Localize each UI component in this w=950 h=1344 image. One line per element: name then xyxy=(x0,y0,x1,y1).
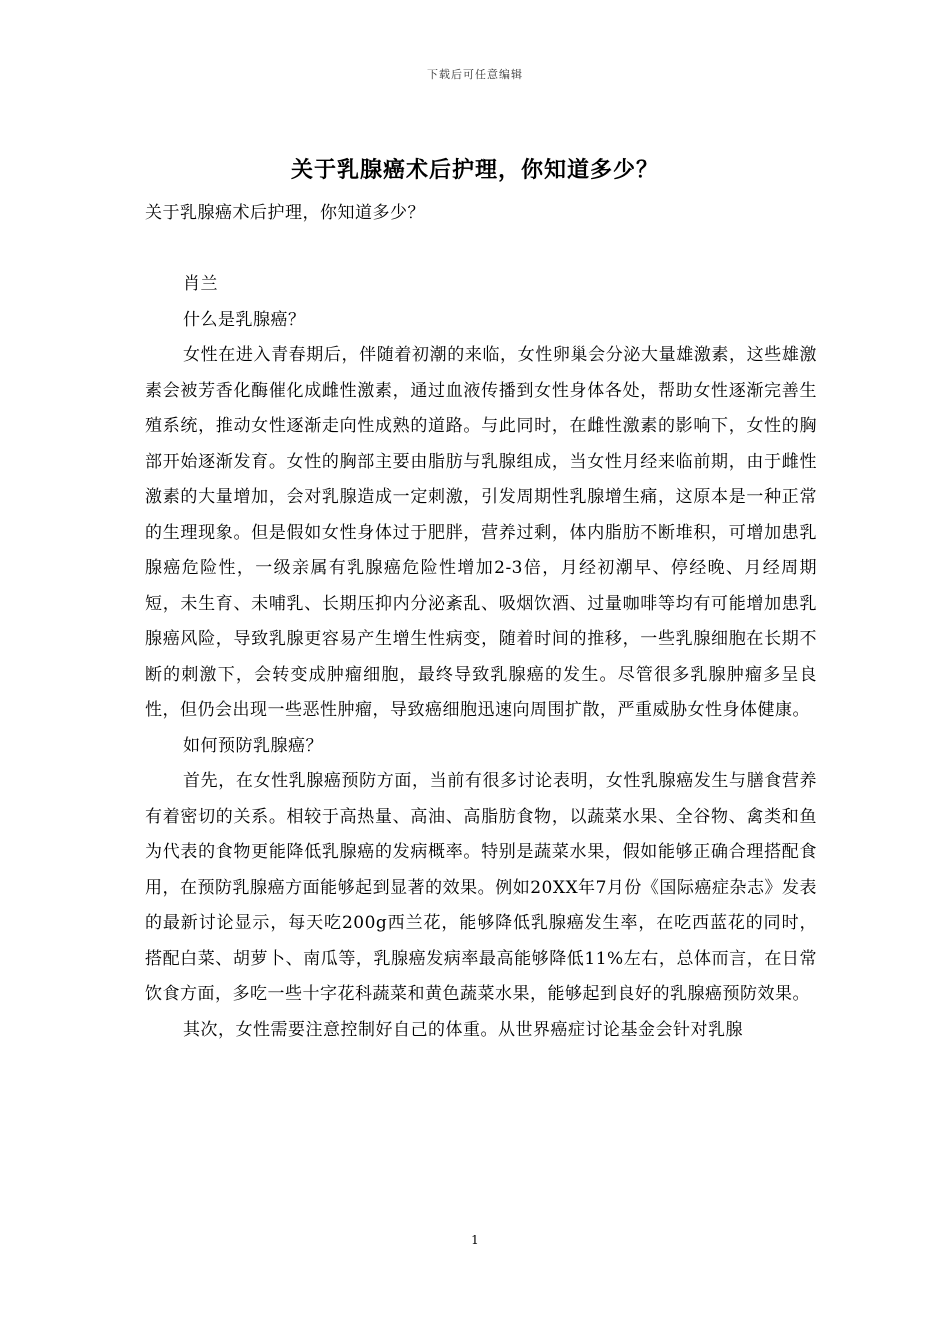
header-note: 下载后可任意编辑 xyxy=(427,68,523,81)
document-body xyxy=(145,196,817,1048)
section-heading-what-is: 什么是乳腺癌？ xyxy=(183,309,306,330)
page-number: 1 xyxy=(471,1233,479,1247)
document-title: 关于乳腺癌术后护理，你知道多少？ xyxy=(290,157,659,183)
subtitle: 关于乳腺癌术后护理，你知道多少？ xyxy=(145,203,425,223)
section-heading-prevention: 如何预防乳腺癌？ xyxy=(183,735,323,756)
author-name: 肖兰 xyxy=(183,274,218,294)
paragraph-prevention-diet: 首先，在女性乳腺癌预防方面，当前有很多讨论表明，女性乳腺癌发生与膳食营养有着密切的关系。相较于高热量、高油、高脂肪食物，以蔬菜水果、全谷物、禽类和鱼为代表的食物更能降低乳腺癌的发病概率。特别是蔬菜水果，假如能够正确合理搭配食用，在预防乳腺癌方面能够起到显著的效果。例如20XX年7月份《国际癌症杂志》发表的最新讨论显示，每天吃200g西兰花，能够降低乳腺癌发生率，在吃西蓝花的同时，搭配白菜、胡萝卜、南瓜等，乳腺癌发病率最高能够降低11%左右，总体而言，在日常饮食方面，多吃一些十字花科蔬菜和黄色蔬菜水果，能够起到良好的乳腺癌预防效果。 xyxy=(145,771,817,1004)
paragraph-prevention-weight: 其次，女性需要注意控制好自己的体重。从世界癌症讨论基金会针对乳腺 xyxy=(183,1019,743,1040)
paragraph-what-is: 女性在进入青春期后，伴随着初潮的来临，女性卵巢会分泌大量雄激素，这些雄激素会被芳香化酶催化成雌性激素，通过血液传播到女性身体各处，帮助女性逐渐完善生殖系统，推动女性逐渐走向性成熟的道路。与此同时，在雌性激素的影响下，女性的胸部开始逐渐发育。女性的胸部主要由脂肪与乳腺组成，当女性月经来临前期，由于雌性激素的大量增加，会对乳腺造成一定刺激，引发周期性乳腺增生痛，这原本是一种正常的生理现象。但是假如女性身体过于肥胖，营养过剩，体内脂肪不断堆积，可增加患乳腺癌危险性，一级亲属有乳腺癌危险性增加2-3倍，月经初潮早、停经晚、月经周期短，未生育、未哺乳、长期压抑内分泌紊乱、吸烟饮酒、过量咖啡等均有可能增加患乳腺癌风险，导致乳腺更容易产生增生性病变，随着时间的推移，一些乳腺细胞在长期不断的刺激下，会转变成肿瘤细胞，最终导致乳腺癌的发生。尽管很多乳腺肿瘤多呈良性，但仍会出现一些恶性肿瘤，导致癌细胞迅速向周围扩散，严重威胁女性身体健康。 xyxy=(145,345,817,720)
blank-line xyxy=(145,232,817,268)
